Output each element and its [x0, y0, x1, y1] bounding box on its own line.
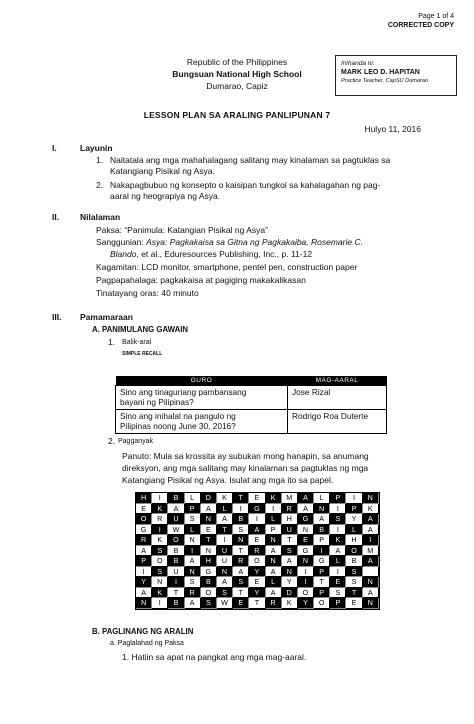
grid-cell: K	[266, 493, 282, 504]
grid-cell: Y	[249, 588, 265, 599]
grid-cell: A	[266, 546, 282, 557]
grid-cell: O	[249, 556, 265, 567]
grid-cell: M	[282, 493, 298, 504]
page-info	[388, 12, 454, 30]
grid-cell: B	[168, 598, 184, 609]
grid-cell: N	[233, 535, 249, 546]
grid-cell: A	[363, 588, 379, 599]
grid-cell: A	[266, 567, 282, 578]
question-cell	[116, 385, 288, 409]
grid-cell: A	[136, 546, 152, 557]
grid-cell: U	[282, 525, 298, 536]
grid-cell: O	[152, 556, 168, 567]
grid-cell: D	[201, 493, 217, 504]
grid-cell: G	[249, 504, 265, 515]
grid-cell: U	[168, 567, 184, 578]
grid-cell: S	[346, 567, 362, 578]
grid-cell: B	[314, 525, 330, 536]
grid-cell: S	[185, 514, 201, 525]
grid-cell: O	[346, 546, 362, 557]
grid-cell: P	[330, 598, 346, 609]
grid-cell: R	[152, 514, 168, 525]
grid-cell: E	[201, 525, 217, 536]
grid-cell: U	[217, 556, 233, 567]
balik-aral-label: Balik-aral	[122, 339, 152, 346]
grid-cell: S	[282, 546, 298, 557]
grid-cell: A	[185, 556, 201, 567]
grid-cell: N	[185, 567, 201, 578]
grid-cell: M	[363, 546, 379, 557]
grid-cell: O	[136, 514, 152, 525]
grid-cell: T	[233, 588, 249, 599]
grid-cell: P	[185, 504, 201, 515]
panuto-line2: direksyon, ang mga salitang may kinalaman sa pagtuklas ng mga	[122, 463, 369, 473]
grid-cell: S	[330, 588, 346, 599]
column-header-mag-aaral: MAG-AARAL	[288, 376, 387, 385]
grid-cell: G	[298, 546, 314, 557]
grid-cell: L	[266, 514, 282, 525]
question-line: bayani ng Pilipinas?	[120, 397, 194, 407]
table-row	[116, 409, 387, 433]
lesson-date: Hulyo 11, 2016	[364, 124, 421, 134]
grid-cell: L	[185, 493, 201, 504]
grid-cell: L	[266, 577, 282, 588]
grid-cell: P	[330, 493, 346, 504]
grid-cell: P	[346, 504, 362, 515]
grid-cell: A	[282, 556, 298, 567]
grid-cell: A	[363, 514, 379, 525]
grid-cell: N	[298, 525, 314, 536]
grid-cell: N	[185, 535, 201, 546]
grid-cell	[363, 567, 379, 578]
grid-cell: I	[298, 577, 314, 588]
section-numeral-3: III.	[52, 312, 62, 322]
sanggunian-line2	[110, 249, 312, 261]
grid-cell: T	[233, 546, 249, 557]
grid-cell: S	[217, 588, 233, 599]
objective-1-line1: Naitatala ang mga mahahalagang salitang may kinalaman sa pagtuklas sa	[110, 155, 391, 165]
grid-cell: L	[330, 556, 346, 567]
kagamitan-line: Kagamitan: LCD monitor, smartphone, pentel pen, construction paper	[96, 262, 358, 272]
grid-cell: K	[152, 504, 168, 515]
grid-cell: N	[266, 556, 282, 567]
grid-cell: S	[185, 577, 201, 588]
grid-cell: N	[282, 567, 298, 578]
grid-cell: A	[314, 514, 330, 525]
recall-table-header	[116, 376, 387, 385]
grid-cell: L	[217, 504, 233, 515]
school-name: Bungsuan National High School	[172, 69, 302, 79]
prepared-by-box	[335, 55, 457, 96]
grid-cell: S	[233, 525, 249, 536]
grid-cell: N	[298, 556, 314, 567]
pagganyak-number: 2.	[108, 436, 116, 446]
grid-cell: E	[249, 493, 265, 504]
grid-cell: R	[136, 535, 152, 546]
grid-cell: T	[346, 588, 362, 599]
grid-cell: A	[136, 588, 152, 599]
grid-cell: N	[136, 598, 152, 609]
grid-cell: E	[330, 577, 346, 588]
grid-cell: I	[217, 535, 233, 546]
paksa-line: Paksa: “Panimula: Katangian Pisikal ng Asya”	[96, 225, 268, 235]
sanggunian-publisher: , et al., Eduresources Publishing, Inc., p. 11-12	[136, 249, 313, 259]
objective-2-number: 2.	[96, 180, 104, 190]
grid-cell: O	[168, 535, 184, 546]
grid-cell: I	[185, 546, 201, 557]
grid-cell: U	[168, 514, 184, 525]
grid-cell: I	[136, 567, 152, 578]
grid-cell: K	[363, 504, 379, 515]
grid-cell: I	[330, 567, 346, 578]
school-location: Dumarao, Capiz	[206, 81, 268, 91]
grid-cell: I	[330, 504, 346, 515]
grid-cell: N	[201, 546, 217, 557]
grid-cell: T	[201, 535, 217, 546]
grid-cell: R	[233, 556, 249, 567]
grid-cell: W	[217, 598, 233, 609]
grid-cell: A	[298, 504, 314, 515]
panuto-line1: Panuto: Mula sa krossita ay subukan mong hanapin, sa anumang	[122, 451, 369, 461]
grid-cell: G	[201, 567, 217, 578]
grid-cell: R	[266, 598, 282, 609]
grid-cell: T	[168, 588, 184, 599]
grid-cell: L	[185, 525, 201, 536]
grid-cell: K	[330, 535, 346, 546]
grid-cell: I	[152, 493, 168, 504]
grid-cell: A	[201, 504, 217, 515]
grid-cell: Y	[346, 514, 362, 525]
simple-recall-label: SIMPLE RECALL	[122, 351, 163, 357]
lesson-title: LESSON PLAN SA ARALING PANLIPUNAN 7	[143, 110, 331, 120]
page-number: Page 1 of 4	[418, 13, 454, 20]
panimulang-gawain-heading: A. PANIMULANG GAWAIN	[92, 325, 189, 334]
grid-cell: S	[330, 514, 346, 525]
step-1: 1. Hatiin sa apat na pangkat ang mga mag-aaral.	[122, 652, 307, 662]
grid-cell: I	[346, 493, 362, 504]
grid-cell: E	[136, 504, 152, 515]
grid-cell: E	[346, 598, 362, 609]
grid-cell: A	[168, 504, 184, 515]
grid-cell: T	[314, 577, 330, 588]
pamamaraan-heading: Pamamaraan	[80, 312, 133, 322]
grid-cell: R	[249, 546, 265, 557]
grid-cell: S	[152, 567, 168, 578]
sanggunian-book-title: Asya: Pagkakaisa sa Gitna ng Pagkakaiba, Rosemarie C.	[146, 237, 363, 247]
grid-cell: H	[136, 493, 152, 504]
grid-cell: D	[282, 588, 298, 599]
grid-cell: I	[152, 598, 168, 609]
grid-cell: B	[168, 546, 184, 557]
republic-line: Republic of the Philippines	[186, 57, 288, 67]
teacher-position: Practice Teacher, CapSU Dumarao	[341, 78, 429, 84]
grid-cell: O	[298, 588, 314, 599]
grid-cell: Y	[298, 598, 314, 609]
grid-cell: G	[298, 514, 314, 525]
grid-cell: B	[233, 514, 249, 525]
paglalahad-subheading: a. Paglalahad ng Paksa	[110, 640, 184, 647]
grid-cell: A	[266, 588, 282, 599]
pagpapahalaga-line: Pagpapahalaga: pagkakaisa at pagiging makakalikasan	[96, 275, 306, 285]
grid-cell: N	[314, 504, 330, 515]
grid-cell: H	[201, 556, 217, 567]
grid-cell: R	[282, 504, 298, 515]
grid-cell: S	[233, 577, 249, 588]
grid-cell: Y	[282, 577, 298, 588]
grid-cell: B	[168, 556, 184, 567]
objective-1-number: 1.	[96, 155, 104, 165]
grid-cell: G	[136, 525, 152, 536]
grid-cell: A	[363, 556, 379, 567]
grid-cell: N	[363, 577, 379, 588]
teacher-name: MARK LEO D. HAPITAN	[341, 69, 420, 76]
grid-cell: B	[346, 556, 362, 567]
question-cell	[116, 409, 288, 433]
section-numeral-2: II.	[52, 212, 60, 222]
answer-cell: Rodrigo Roa Duterte	[288, 409, 387, 433]
grid-cell: I	[233, 504, 249, 515]
prepared-by-label: Inihanda ni:	[341, 60, 375, 67]
grid-cell: L	[314, 493, 330, 504]
grid-cell: I	[298, 567, 314, 578]
layunin-heading: Layunin	[80, 143, 113, 153]
grid-cell: K	[152, 588, 168, 599]
grid-cell: A	[233, 567, 249, 578]
grid-cell: N	[217, 567, 233, 578]
grid-cell: A	[217, 514, 233, 525]
grid-cell: T	[217, 525, 233, 536]
copy-status: CORRECTED COPY	[387, 22, 454, 29]
grid-cell: I	[152, 525, 168, 536]
grid-cell: U	[217, 546, 233, 557]
paglinang-heading: B. PAGLINANG NG ARALIN	[92, 627, 194, 636]
grid-cell: H	[346, 535, 362, 546]
grid-cell: S	[152, 546, 168, 557]
answer-cell: Jose Rizal	[288, 385, 387, 409]
pagganyak-label: Pagganyak	[118, 438, 154, 445]
sanggunian-line1	[96, 237, 363, 249]
grid-cell: B	[201, 577, 217, 588]
grid-cell: T	[282, 535, 298, 546]
grid-cell: E	[249, 577, 265, 588]
grid-cell: O	[201, 588, 217, 599]
grid-cell: A	[217, 577, 233, 588]
table-row	[116, 385, 387, 409]
balik-aral-number: 1.	[108, 337, 116, 347]
sanggunian-author: Blando	[110, 249, 137, 259]
word-search-grid	[135, 492, 380, 610]
question-line: Sino ang inihalal na pangulo ng	[120, 410, 236, 421]
grid-cell: I	[249, 514, 265, 525]
grid-cell: A	[330, 546, 346, 557]
grid-cell: T	[233, 493, 249, 504]
grid-cell: Y	[136, 577, 152, 588]
grid-cell: P	[314, 567, 330, 578]
grid-cell: W	[168, 525, 184, 536]
grid-cell: I	[363, 535, 379, 546]
grid-cell: P	[266, 525, 282, 536]
grid-cell: T	[249, 598, 265, 609]
grid-cell: K	[217, 493, 233, 504]
grid-cell: N	[152, 577, 168, 588]
objective-2-line2: aaral ng heograpiya ng Asya.	[110, 191, 221, 201]
question-line: Sino ang tinaguriang pambansang	[120, 386, 247, 397]
grid-cell: S	[201, 598, 217, 609]
sanggunian-label: Sanggunian:	[96, 237, 147, 247]
grid-cell: E	[298, 535, 314, 546]
grid-cell: A	[249, 525, 265, 536]
grid-cell: R	[185, 588, 201, 599]
grid-cell: I	[266, 504, 282, 515]
grid-cell: P	[314, 535, 330, 546]
recall-table	[115, 376, 387, 434]
grid-cell: S	[346, 577, 362, 588]
grid-cell: I	[330, 525, 346, 536]
grid-cell: E	[249, 535, 265, 546]
grid-cell: N	[201, 514, 217, 525]
nilalaman-heading: Nilalaman	[80, 212, 121, 222]
grid-cell: N	[363, 493, 379, 504]
question-line: Pilipinas noong June 30, 2016?	[120, 421, 236, 431]
section-numeral-1: I.	[52, 143, 57, 153]
grid-cell: B	[168, 493, 184, 504]
oras-line: Tinatayang oras: 40 minuto	[96, 288, 199, 298]
objective-2-line1: Nakapagbubuo ng konsepto o kaisipan tungkol sa kahalagahan ng pag-	[110, 180, 381, 190]
grid-cell: N	[363, 598, 379, 609]
grid-cell: G	[314, 556, 330, 567]
grid-cell: I	[168, 577, 184, 588]
grid-cell: E	[233, 598, 249, 609]
grid-cell: A	[298, 493, 314, 504]
grid-cell: A	[185, 598, 201, 609]
panuto-line3: Katangiang Pisikal ng Asya. Isulat ang mga ito sa papel.	[122, 475, 334, 485]
grid-cell: L	[346, 525, 362, 536]
grid-cell: H	[282, 514, 298, 525]
grid-cell: K	[152, 535, 168, 546]
grid-cell: K	[282, 598, 298, 609]
grid-cell: P	[314, 588, 330, 599]
column-header-guro: GURO	[116, 376, 288, 385]
grid-cell: P	[136, 556, 152, 567]
grid-cell: O	[314, 598, 330, 609]
grid-cell: N	[266, 535, 282, 546]
grid-cell: A	[363, 525, 379, 536]
grid-cell: Y	[249, 567, 265, 578]
objective-1-line2: Katangiang Pisikal ng Asya.	[110, 166, 215, 176]
grid-cell: I	[314, 546, 330, 557]
